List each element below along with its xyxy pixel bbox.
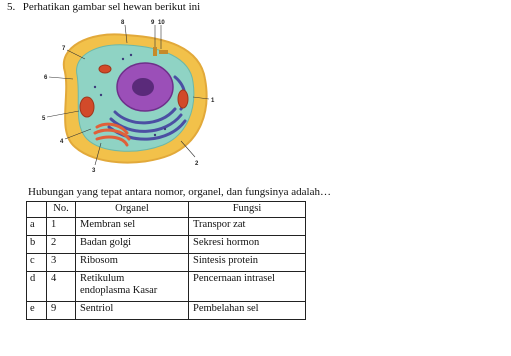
label-10: 10 [158, 20, 165, 26]
organelle-name: Retikulum [80, 272, 125, 284]
nucleolus [132, 78, 154, 96]
organelle-name: Sentriol [76, 301, 189, 319]
option-letter: c [27, 253, 47, 271]
organelle-name-line2: endoplasma Kasar [80, 285, 158, 296]
question-number: 5. [7, 1, 16, 13]
header-no: No. [47, 202, 76, 218]
organelle-number: 1 [47, 217, 76, 235]
label-9: 9 [151, 20, 155, 26]
option-letter: e [27, 301, 47, 319]
organelle-function: Sintesis protein [189, 253, 306, 271]
table-row-b[interactable] [27, 235, 306, 253]
option-letter: d [27, 271, 47, 301]
organelle-number: 4 [47, 271, 76, 301]
table-row-e[interactable] [27, 301, 306, 319]
label-1: 1 [211, 98, 215, 104]
label-5: 5 [42, 116, 46, 122]
table-row-a[interactable] [27, 217, 306, 235]
organelle-number: 2 [47, 235, 76, 253]
table-header-row [27, 202, 306, 218]
label-4: 4 [60, 139, 64, 145]
label-8: 8 [121, 20, 125, 26]
option-letter: a [27, 217, 47, 235]
animal-cell-figure [35, 17, 220, 177]
animal-cell-illustration [35, 17, 220, 177]
table-row-d[interactable] [27, 271, 306, 301]
label-6: 6 [44, 75, 48, 81]
header-fungsi: Fungsi [189, 202, 306, 218]
organelle-number: 3 [47, 253, 76, 271]
organelle-function: Sekresi hormon [189, 235, 306, 253]
question-prompt: Hubungan yang tepat antara nomor, organel, dan fungsinya adalah… [28, 186, 331, 198]
header-organel: Organel [76, 202, 189, 218]
header-option [27, 202, 47, 218]
organelle-function: Transpor zat [189, 217, 306, 235]
label-7: 7 [62, 46, 66, 52]
label-2: 2 [195, 161, 199, 167]
organelle-number: 9 [47, 301, 76, 319]
option-letter: b [27, 235, 47, 253]
organelle-name: Membran sel [76, 217, 189, 235]
answer-options-table [26, 201, 306, 320]
organelle-function: Pembelahan sel [189, 301, 306, 319]
question-text: Perhatikan gambar sel hewan berikut ini [22, 1, 201, 13]
organelle-name-cell [76, 271, 189, 301]
organelle-name: Badan golgi [76, 235, 189, 253]
organelle-function: Pencernaan intrasel [189, 271, 306, 301]
table-row-c[interactable] [27, 253, 306, 271]
organelle-name: Ribosom [76, 253, 189, 271]
label-3: 3 [92, 168, 96, 174]
question-heading [7, 1, 200, 14]
